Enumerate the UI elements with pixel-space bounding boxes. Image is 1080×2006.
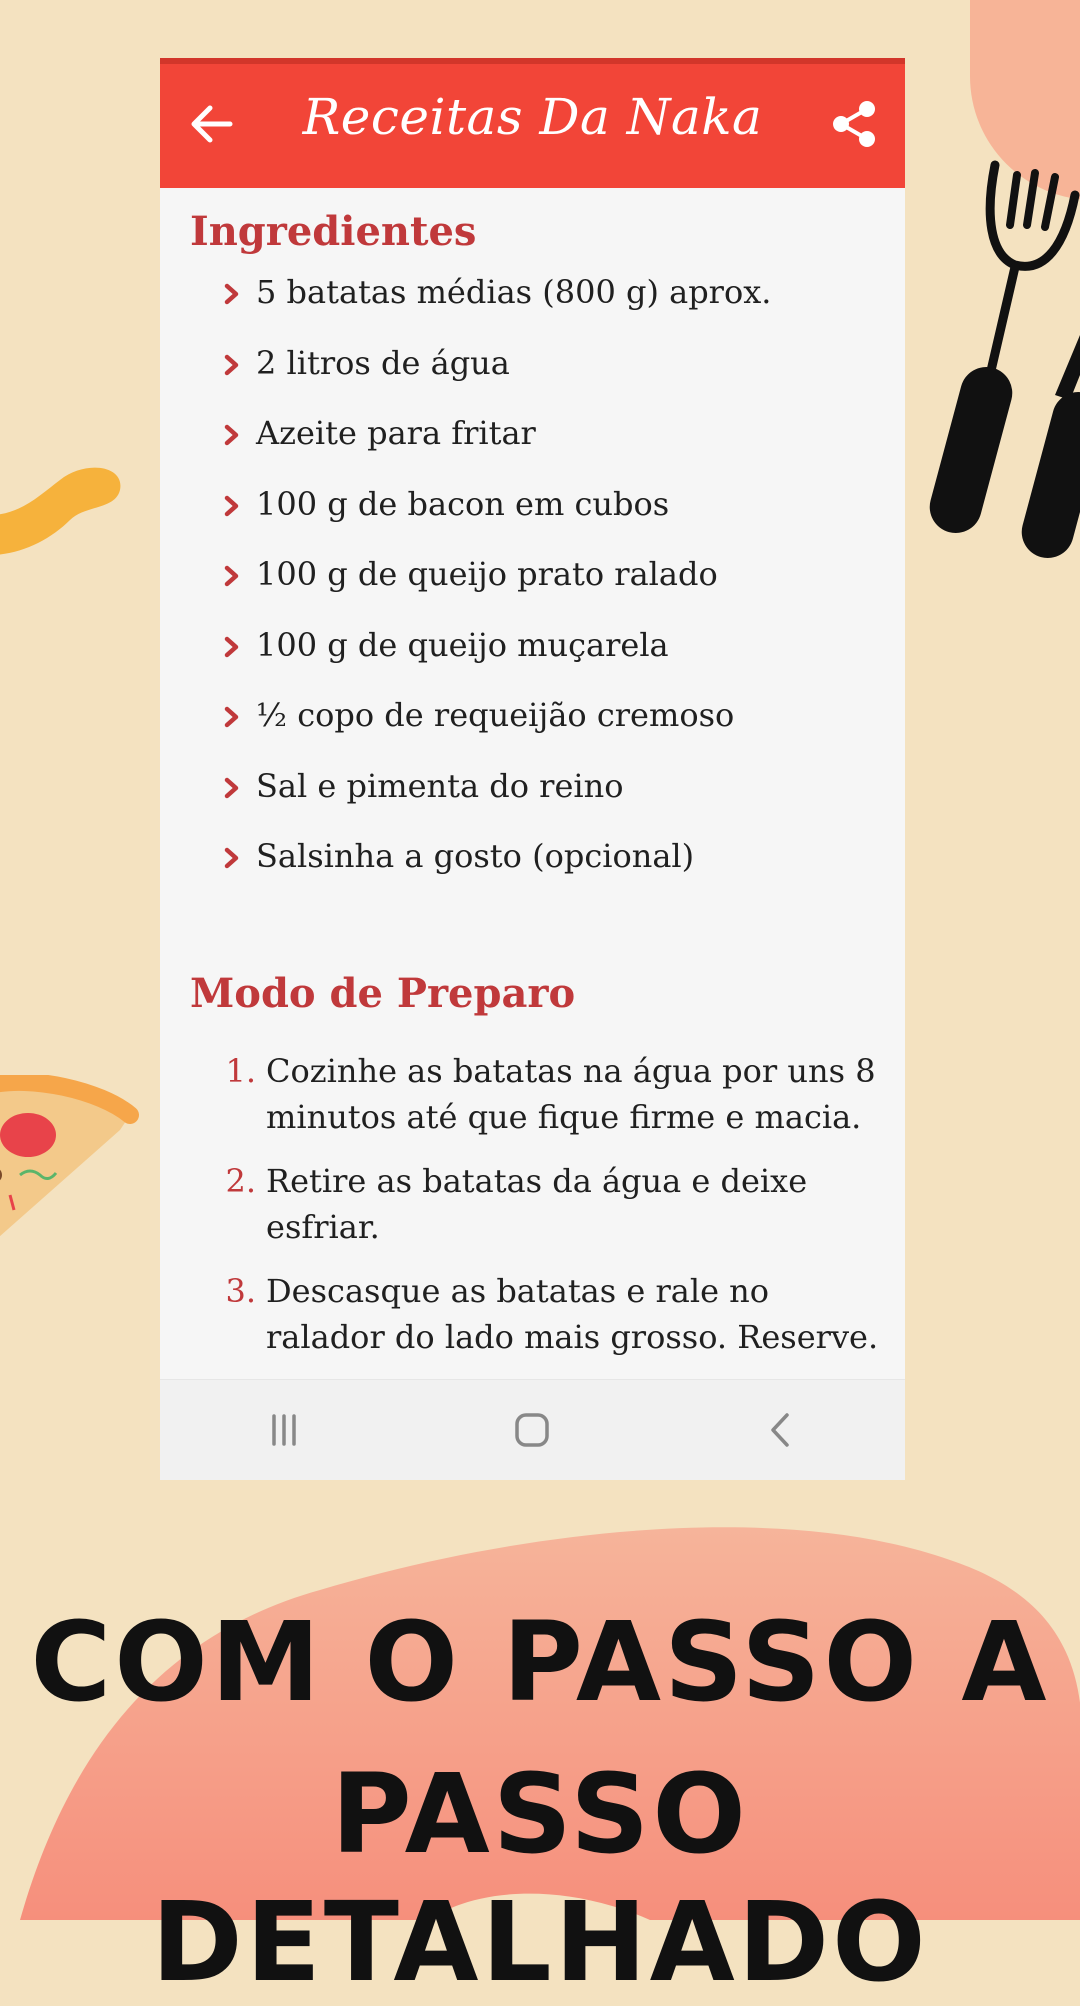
chevron-right-icon [220,419,244,451]
ingredient-item [220,625,771,696]
chevron-right-icon [220,772,244,804]
step-number: 3. [225,1272,256,1310]
step-number: 2. [225,1162,256,1200]
pizza-slice-icon [0,1075,140,1255]
ingredient-text: 2 litros de água [256,343,510,382]
home-icon[interactable] [512,1410,552,1450]
app-title: Receitas Da Naka [302,88,763,146]
ingredient-text: Azeite para fritar [256,414,536,452]
ingredient-item [220,695,771,766]
step-text: Descasque as batatas e rale no ralador do lado mais grosso. Reserve. [266,1272,879,1356]
step-text: Retire as batatas da água e deixe esfriar. [266,1162,808,1246]
chevron-right-icon [220,560,244,592]
ingredient-item [220,554,771,625]
method-heading: Modo de Preparo [190,970,576,1017]
ingredient-item [220,484,771,555]
ingredients-list [220,272,771,907]
app-bar [160,58,905,188]
chevron-right-icon [220,701,244,733]
step-number: 1. [225,1052,256,1090]
promo-headline-line-1: COM O PASSO A [30,1598,1050,1726]
chevron-right-icon [220,278,244,310]
squiggle-decoration [0,455,140,565]
method-steps-list [210,1048,880,1378]
ingredient-text: 100 g de queijo muçarela [256,625,669,664]
fork-knife-icon [905,155,1080,575]
chevron-right-icon [220,631,244,663]
back-nav-icon[interactable] [761,1410,801,1450]
step-text: Cozinhe as batatas na água por uns 8 minutos até que fique firme e macia. [266,1052,876,1136]
ingredient-item [220,343,771,414]
ingredient-text: ½ copo de requeijão cremoso [256,696,735,734]
method-step [210,1268,880,1360]
ingredients-heading: Ingredientes [190,208,477,255]
share-icon[interactable] [831,100,877,148]
ingredient-text: 100 g de queijo prato ralado [256,555,718,593]
ingredient-text: Sal e pimenta do reino [256,766,624,805]
ingredient-item [220,272,771,343]
chevron-right-icon [220,842,244,874]
ingredient-text: Salsinha a gosto (opcional) [256,837,695,875]
ingredient-item [220,766,771,837]
method-step [210,1158,880,1250]
android-nav-bar [160,1379,905,1480]
ingredient-text: 100 g de bacon em cubos [256,484,670,523]
recent-apps-icon[interactable] [264,1410,304,1450]
phone-screen [160,58,905,1480]
ingredient-item [220,836,771,907]
promo-headline-line-2: PASSO DETALHADO [151,1750,929,2006]
method-step [210,1048,880,1140]
ingredient-item [220,413,771,484]
recipe-content[interactable] [160,188,905,1438]
chevron-right-icon [220,490,244,522]
chevron-right-icon [220,349,244,381]
ingredient-text: 5 batatas médias (800 g) aprox. [256,273,772,311]
